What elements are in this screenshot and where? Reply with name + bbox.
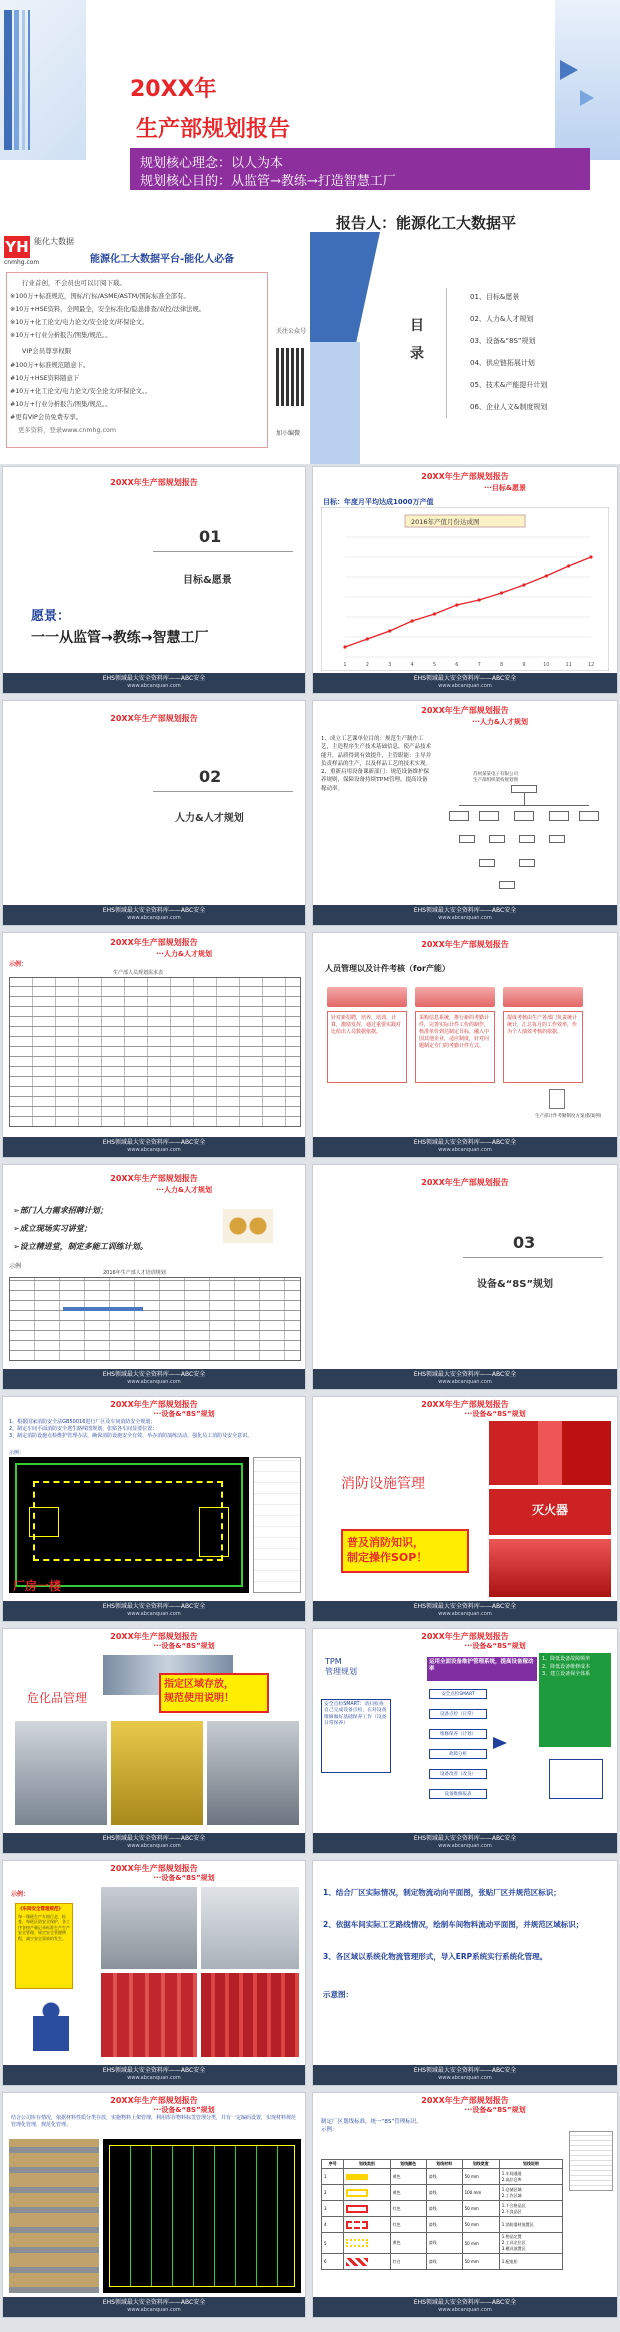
tpm-step-2: 设备点检（日常） — [429, 1709, 487, 1719]
table-row — [322, 2201, 563, 2217]
hr-table-title: 生产部人员规划需求表 — [113, 970, 164, 976]
cover-stripe-1 — [4, 10, 12, 150]
section-line — [153, 551, 293, 552]
cell-width: 100 mm — [462, 2185, 499, 2201]
chart-point — [343, 645, 346, 648]
safety-card — [15, 1903, 73, 1989]
cell-width: 50 mm — [462, 2233, 499, 2254]
line-std-doc — [569, 2131, 613, 2191]
example-label: 示例： — [9, 961, 28, 968]
tpm-left-box: 安全点检SMART：清扫检查自己完成设备点检，在对设备维修做好基础保养工作（设备日常保养） — [321, 1699, 391, 1773]
slide-head: 20XX年生产部规划报告 — [421, 940, 509, 949]
goal-line-chart — [321, 507, 609, 671]
cell-swatch — [344, 2217, 390, 2233]
section-number: 01 — [199, 527, 222, 546]
fire-photo-1 — [489, 1421, 611, 1485]
slide-footer: EHS领域最大安全资料库——ABC安全 www.abcanquan.com — [313, 1833, 617, 1853]
toc-deco-light — [310, 342, 360, 464]
cell-swatch — [344, 2169, 390, 2185]
follow-label: 关注公众号 — [276, 328, 307, 335]
example-label: 示例： — [11, 1891, 30, 1898]
slide-footer: EHS领域最大安全资料库——ABC安全 www.abcanquan.com — [313, 1369, 617, 1389]
scan-label: 加小编微 — [276, 430, 301, 437]
tpm-step-4: 故障分析 — [429, 1749, 487, 1759]
chart-point — [433, 612, 436, 615]
toc-item-2[interactable]: 02、人力&人才规划 — [470, 315, 534, 323]
chart-x-tick: 10 — [543, 662, 550, 668]
hazmat-photo-3 — [111, 1721, 203, 1825]
cover-concept: 规划核心理念：以人为本 — [140, 156, 284, 171]
slide-head: 20XX年生产部规划报告 — [110, 714, 198, 723]
section-name: 目标&愿景 — [183, 575, 232, 586]
col-width: 划线宽度 — [462, 2160, 499, 2169]
vision-text: 一一从监管→教练→智慧工厂 — [31, 630, 209, 646]
slide-footer: EHS领域最大安全资料库——ABC安全 www.abcanquan.com — [3, 905, 305, 925]
cover-right-deco — [555, 0, 620, 160]
slide-sub: ···人力&人才规划 — [155, 950, 213, 958]
slide-head: 20XX年生产部规划报告 — [110, 1864, 198, 1873]
example-label: 示例 — [9, 1263, 22, 1270]
slide-training — [2, 1164, 306, 1390]
chart-title: 2016年产值月份达成图 — [411, 518, 480, 526]
slide-org-chart — [312, 700, 618, 926]
slide-sub: ···设备&“8S”规划 — [464, 1410, 526, 1418]
slide-footer: EHS领域最大安全资料库——ABC安全 www.abcanquan.com — [313, 1137, 617, 1157]
promo-item-1: ※100万+标准规范，国标/行标/ASME/ASTM/国际标准全部有。 — [10, 293, 190, 300]
line-swatch-red-box — [346, 2205, 368, 2213]
cover-stripe-4 — [28, 10, 30, 150]
slide-head: 20XX年生产部规划报告 — [110, 1632, 198, 1641]
chart-x-tick: 4 — [410, 662, 414, 668]
slide-sub: ···设备&“8S”规划 — [153, 2106, 215, 2114]
table-row — [322, 2254, 563, 2270]
org-node-top — [511, 785, 537, 793]
chart-x-tick: 12 — [587, 662, 595, 668]
cell-desc: 1.物品定置 2.工具定位区 3.模具放置区 — [499, 2233, 562, 2254]
cell-width: 50 mm — [462, 2254, 499, 2270]
logo-url: cnmhg.com — [4, 259, 40, 266]
cell-material: 漆线 — [426, 2217, 462, 2233]
line-std-table — [321, 2159, 563, 2270]
chart-point — [545, 574, 548, 577]
tpm-side-box — [549, 1759, 603, 1799]
floor-plan — [9, 1457, 249, 1593]
goal-text: 目标：年度月平均达成1000万产值 — [323, 498, 434, 506]
cell-width: 50 mm — [462, 2217, 499, 2233]
tpm-banner-text: 运用全面设备维护管理系统，提高设备稼动率 — [429, 1659, 534, 1673]
slide-head: 20XX年生产部规划报告 — [421, 1400, 509, 1409]
safety-card-title: 《车间安全管理规范》 — [18, 1907, 63, 1912]
promo-vip-1: #100万+标准规范随意下。 — [10, 362, 90, 369]
logo-text: 能化大数据 — [34, 237, 74, 246]
slide-head: 20XX年生产部规划报告 — [110, 1400, 198, 1409]
org-node — [479, 811, 499, 821]
cover-reporter: 报告人：能源化工大数据平 — [336, 214, 517, 232]
cell-width: 50 mm — [462, 2169, 499, 2185]
toc-item-5[interactable]: 05、技术&产能提升计划 — [470, 381, 548, 389]
cell-color: 红色 — [390, 2217, 426, 2233]
chart-x-tick: 7 — [477, 662, 481, 668]
fire-photo-2 — [489, 1489, 611, 1535]
cover-slide — [0, 0, 620, 232]
cell-material: 漆线 — [426, 2185, 462, 2201]
slide-head: 20XX年生产部规划报告 — [110, 2096, 198, 2105]
qr-code — [276, 348, 306, 406]
chart-x-tick: 3 — [388, 662, 392, 668]
table-row — [322, 2233, 563, 2254]
org-node — [489, 835, 505, 843]
slide-footer: EHS领域最大安全资料库——ABC安全 www.abcanquan.com — [313, 905, 617, 925]
toc-divider — [446, 288, 447, 418]
cell-no: 4 — [322, 2217, 344, 2233]
hazmat-photo-2 — [15, 1721, 107, 1825]
piece-box-3-head — [503, 987, 583, 1007]
cell-color: 红色 — [390, 2201, 426, 2217]
section-name: 人力&人才规划 — [175, 813, 244, 824]
chart-point — [522, 583, 525, 586]
cell-no: 3 — [322, 2201, 344, 2217]
slide-fire-plan — [2, 1396, 306, 1622]
logistics-line-1: 1、结合厂区实际情况，制定物流动向平面图，张贴厂区并规范区标识； — [323, 1888, 561, 1897]
chart-point — [589, 555, 592, 558]
slide-tpm — [312, 1628, 618, 1854]
chart-x-tick: 6 — [455, 662, 459, 668]
example-label: 示例： — [321, 2127, 338, 2133]
tpm-arrow — [493, 1737, 507, 1749]
doc-label: 生产部计件考勤制度方案(假案例) — [535, 1114, 602, 1119]
cell-color: 黄色 — [390, 2169, 426, 2185]
org-line-v — [524, 793, 525, 805]
slide-footer: EHS领域最大安全资料库——ABC安全 www.abcanquan.com — [3, 1833, 305, 1853]
section-name: 设备&“8S”规划 — [477, 1279, 554, 1290]
doc-icon — [549, 1089, 565, 1109]
org-node — [514, 811, 534, 821]
slide-head: 20XX年生产部规划报告 — [110, 938, 198, 947]
tpm-step-3: 维修保养（计划） — [429, 1729, 487, 1739]
promo-vip-title: VIP会员尊享权限 — [22, 347, 72, 355]
promo-slide — [0, 232, 310, 464]
section-line — [153, 791, 293, 792]
slide-sub: ···人力&人才规划 — [155, 1186, 213, 1194]
vision-label: 愿景： — [31, 609, 71, 624]
piece-box-1: 针对新招聘，培养，培训，计算，激励发挥，通过重要实践对比给出人员数据依据。 — [327, 1011, 407, 1083]
tpm-step-6: 设备维修报表 — [429, 1789, 487, 1799]
cover-title: 生产部规划报告 — [136, 117, 291, 142]
safety-photo-4 — [201, 1973, 299, 2057]
cover-stripe-2 — [14, 10, 19, 150]
slide-sub: ···设备&“8S”规划 — [464, 2106, 526, 2114]
cell-no: 2 — [322, 2185, 344, 2201]
org-node — [479, 859, 495, 867]
slide-section-02 — [2, 700, 306, 926]
slide-section-03 — [312, 1164, 618, 1390]
floor-room — [199, 1507, 229, 1557]
slide-section-01 — [2, 466, 306, 694]
cover-year: 20XX年 — [130, 77, 217, 102]
hazmat-callout — [159, 1673, 269, 1713]
toc-item-4[interactable]: 04、供应链拓展计划 — [470, 359, 535, 367]
slide-footer: EHS领域最大安全资料库——ABC安全 www.abcanquan.com — [3, 2065, 305, 2085]
slide-sub: ···设备&“8S”规划 — [153, 1410, 215, 1418]
cell-material: 漆线 — [426, 2169, 462, 2185]
toc-label: 目 录 — [410, 318, 424, 362]
fire-callout — [341, 1529, 469, 1573]
slide-head: 20XX年生产部规划报告 — [421, 706, 509, 715]
piece-box-2-head — [415, 987, 495, 1007]
slide-footer: EHS领域最大安全资料库——ABC安全 www.abcanquan.com — [3, 1137, 305, 1157]
training-image — [223, 1209, 273, 1243]
table-row — [322, 2169, 563, 2185]
line-swatch-yellow-corner — [346, 2239, 368, 2247]
logo-box — [4, 236, 84, 266]
org-chart-box — [439, 785, 609, 895]
cell-swatch — [344, 2185, 390, 2201]
tpm-step-1: 安全点检SMART — [429, 1689, 487, 1699]
cell-color: 红白 — [390, 2254, 426, 2270]
floor-room — [29, 1507, 59, 1537]
slide-footer: EHS领域最大安全资料库——ABC安全 www.abcanquan.com — [313, 2065, 617, 2085]
promo-vip-5: #更有VIP会员免费专享。 — [10, 414, 82, 421]
chart-x-tick: 5 — [432, 662, 437, 668]
hazmat-photo-4 — [207, 1721, 299, 1825]
promo-item-2: ※10万+HSE资料，全网最全，安全标准化/隐患排查/双控/法律法规。 — [10, 306, 206, 313]
training-line-1: ➢部门人力需求招聘计划； — [13, 1206, 108, 1215]
line-std-text: 制定厂区划线标准，统一“8S”管理标识。 — [321, 2119, 422, 2125]
warehouse-text: 结合公司库存情况，依据材料性质分类存放，实施物料上架管理，利用库存物料标签管理分类，并有一定编码设置，实现材料规范管理化管理，规范化管理。 — [11, 2115, 297, 2128]
safety-photo-2 — [201, 1887, 299, 1969]
promo-item-3: ※10万+化工论文/电力论文/安全论文/环保论文。 — [10, 319, 149, 326]
fire-text: 1、根据国家消防安全法GB50016进行厂区及车间消防安全规划； 2、制定车间平面消防安全逃生路线图规划，张贴各车间显要位置； 3、制定消防设施点检维护管理办法，确保消防设施安全有效，举办消防演练活动，强化员工消防及安全意识。 — [9, 1419, 253, 1439]
chart-x-tick: 2 — [365, 662, 369, 668]
chart-point — [410, 619, 413, 622]
slide-footer: EHS领域最大安全资料库——ABC安全 www.abcanquan.com — [313, 673, 617, 693]
toc-slide — [310, 232, 620, 464]
tpm-step-5: 设备改善（改良） — [429, 1769, 487, 1779]
slide-head: 20XX年生产部规划报告 — [421, 472, 509, 481]
slide-fire-facility — [312, 1396, 618, 1622]
cell-material: 漆线 — [426, 2233, 462, 2254]
toc-item-6[interactable]: 06、企业人文&制度规划 — [470, 403, 548, 411]
cell-material: 漆线 — [426, 2254, 462, 2270]
chart-point — [388, 629, 391, 632]
worker-figure — [33, 2001, 69, 2051]
floor-route — [33, 1481, 223, 1561]
slide-head: 20XX年生产部规划报告 — [421, 1178, 509, 1187]
cell-desc: 1.仓储区域 2.工作区域 — [499, 2185, 562, 2201]
section-number: 03 — [513, 1233, 536, 1252]
table-row — [322, 2217, 563, 2233]
tpm-title: TPM 管理规划 — [325, 1657, 357, 1677]
toc-item-3[interactable]: 03、设备&“8S”规划 — [470, 337, 536, 345]
chart-x-tick: 8 — [499, 662, 504, 668]
hazmat-callout-text: 指定区域存放， 规范使用说明！ — [164, 1679, 234, 1704]
toc-item-1[interactable]: 01、目标&愿景 — [470, 293, 520, 301]
line-swatch-yellow-box — [346, 2189, 368, 2197]
cell-material: 漆线 — [426, 2201, 462, 2217]
org-text: 1、成立工艺课单位目的：规范生产制作工艺，主造程序生产技术基础信息，使产品技术能升，品质得到有效提升，主管职能：主导并负责样品的生产，以及样品工艺的技术实现。 2、重新启用设备课新部门：规范设备维护保养规则，保障设备持续TPM管理，提高设备稼动率。 — [321, 736, 432, 792]
slide-footer: EHS领域最大安全资料库——ABC安全 www.abcanquan.com — [3, 1601, 305, 1621]
cell-swatch — [344, 2254, 390, 2270]
warehouse-plan-grid — [109, 2145, 295, 2287]
slide-logistics — [312, 1860, 618, 2086]
cell-desc: 1.不合格品区 2.不良品区 — [499, 2201, 562, 2217]
tpm-right-box — [539, 1653, 611, 1747]
logistics-line-3: 3、各区域以系统化物流管理形式，导入ERP系统实行系统化管理。 — [323, 1952, 548, 1961]
org-node — [449, 811, 469, 821]
slide-sub: ···设备&“8S”规划 — [153, 1642, 215, 1650]
example-label: 示例： — [9, 1450, 25, 1456]
slide-footer: EHS领域最大安全资料库——ABC安全 www.abcanquan.com — [313, 2297, 617, 2317]
col-desc: 划线说明 — [499, 2160, 562, 2169]
slide-head: 20XX年生产部规划报告 — [110, 1174, 198, 1183]
table-row — [322, 2185, 563, 2201]
logistics-label: 示意图： — [323, 1990, 353, 1999]
slide-footer: EHS领域最大安全资料库——ABC安全 www.abcanquan.com — [313, 1601, 617, 1621]
chart-point — [567, 564, 570, 567]
slide-sub: ···设备&“8S”规划 — [464, 1642, 526, 1650]
cell-width: 50 mm — [462, 2201, 499, 2217]
cover-left-decoration — [0, 0, 86, 160]
promo-vip-2: #10万+HSE资料随意下 — [10, 375, 80, 382]
org-node — [549, 835, 565, 843]
slide-hr-table — [2, 932, 306, 1158]
cover-stripe-3 — [22, 10, 25, 150]
slide-goal-chart — [312, 466, 618, 694]
cell-no: 5 — [322, 2233, 344, 2254]
promo-item-4: ※10万+行业分析报告/图集/规范。。 — [10, 332, 112, 339]
cover-goal: 规划核心目的：从监管→教练→打造智慧工厂 — [140, 174, 396, 189]
fire-extinguisher-sign: 灭火器 — [531, 1503, 568, 1517]
promo-line1: 行业首创，不会员也可以订阅下载。 — [22, 279, 126, 287]
tpm-right-text: 1、降低设备故障频率 2、降低设备维修成本 3、建立设备保全体系 — [542, 1656, 591, 1677]
table-header-row — [322, 2160, 563, 2169]
training-table — [9, 1277, 301, 1361]
org-node — [549, 811, 569, 821]
floor-label: 厂房一楼 — [13, 1579, 62, 1593]
logistics-line-2: 2、依据车间实际工艺路线情况，绘制车间物料流动平面图，并规范区域标识； — [323, 1920, 584, 1929]
org-node — [519, 859, 535, 867]
cell-swatch — [344, 2201, 390, 2217]
warehouse-plan — [103, 2139, 301, 2293]
piece-box-2: 采购信息系统，推行新的考勤计件，完善实际计件工价的制作，核准单价到达制定目标，融入中国其他企业，适应制度，针对问题制定专门的考勤计件方式。 — [415, 1011, 495, 1083]
chart-point — [478, 598, 481, 601]
cell-no: 6 — [322, 2254, 344, 2270]
slide-head: 20XX年生产部规划报告 — [421, 1632, 509, 1641]
piece-box-3: 提成考核由生产各部门负责统计统计，汇总每月的工作效率，作为个人绩效考核的依据。 — [503, 1011, 583, 1083]
promo-title: 能源化工大数据平台-能化人必备 — [90, 254, 235, 265]
fire-photo-3 — [489, 1539, 611, 1597]
slide-line-standard — [312, 2092, 618, 2318]
org-node — [459, 835, 475, 843]
cell-desc: 1.消防器材放置区 — [499, 2217, 562, 2233]
chart-point — [500, 591, 503, 594]
cell-no: 1 — [322, 2169, 344, 2185]
org-node — [499, 881, 515, 889]
org-node — [579, 811, 599, 821]
col-color: 划线颜色 — [390, 2160, 426, 2169]
chart-x-tick: 11 — [565, 662, 572, 668]
piece-box-1-head — [327, 987, 407, 1007]
chart-point — [455, 603, 458, 606]
training-line-2: ➢成立现场实习讲堂； — [13, 1224, 92, 1233]
slide-head: 20XX年生产部规划报告 — [110, 478, 198, 487]
hazmat-title: 危化品管理 — [27, 1691, 88, 1705]
section-line — [463, 1257, 603, 1258]
hr-table — [9, 977, 301, 1127]
fire-title: 消防设施管理 — [341, 1476, 425, 1492]
line-swatch-red-white — [346, 2258, 368, 2266]
slide-sub: ···设备&“8S”规划 — [153, 1874, 215, 1882]
tpm-banner — [427, 1657, 537, 1681]
slide-head: 20XX年生产部规划报告 — [421, 2096, 509, 2105]
slide-footer: EHS领域最大安全资料库——ABC安全 www.abcanquan.com — [3, 1369, 305, 1389]
org-title: 苏州某某电子有限公司 生产部组织架构规划图 — [473, 772, 518, 783]
slide-piecework — [312, 932, 618, 1158]
logo-mark: YH — [5, 238, 29, 256]
slide-sub: ···目标&愿景 — [483, 484, 527, 492]
cell-color: 黄色 — [390, 2233, 426, 2254]
cell-color: 黄色 — [390, 2185, 426, 2201]
piecework-title: 人员管理以及计件考核（for产能） — [325, 964, 450, 973]
cell-desc: 1.车间通道 2.高位仓库 — [499, 2169, 562, 2185]
cell-swatch — [344, 2233, 390, 2254]
promo-vip-3: #10万+化工论文/电力论文/安全论文/环保论文。。 — [10, 388, 152, 395]
safety-photo-3 — [101, 1973, 197, 2057]
slide-hazmat — [2, 1628, 306, 1854]
col-material: 划线材料 — [426, 2160, 462, 2169]
training-bar — [63, 1307, 143, 1311]
fire-callout-text: 普及消防知识， 制定操作SOP！ — [347, 1536, 428, 1565]
chart-point — [366, 637, 369, 640]
chart-x-tick: 9 — [522, 662, 526, 668]
warehouse-photo — [9, 2139, 99, 2293]
cover-right-arrow-2 — [580, 90, 594, 106]
training-line-3: ➢设立精进堂，制定多能工训练计划。 — [13, 1242, 148, 1251]
safety-card-text: 每一课班生产车间行走，检查，每班区防安全保护，各工序各按产量记录标准生产生产安全管理，规定安全管理例程，减少安全事故的发生。 — [18, 1914, 70, 1941]
slide-sub: ···人力&人才规划 — [471, 718, 529, 726]
org-node — [519, 835, 535, 843]
slide-warehouse — [2, 2092, 306, 2318]
chart-bg — [321, 507, 609, 671]
line-swatch-red-dashed — [346, 2221, 368, 2229]
cover-right-arrow-1 — [560, 60, 578, 80]
floor-legend — [253, 1457, 301, 1593]
cell-desc: 1.配电柜 — [499, 2254, 562, 2270]
slide-safety-rules — [2, 1860, 306, 2086]
slide-footer: EHS领域最大安全资料库——ABC安全 www.abcanquan.com — [3, 673, 305, 693]
line-swatch-yellow — [346, 2174, 368, 2180]
slide-footer: EHS领域最大安全资料库——ABC安全 www.abcanquan.com — [3, 2297, 305, 2317]
section-number: 02 — [199, 767, 222, 786]
safety-photo-1 — [101, 1887, 197, 1969]
promo-vip-4: #10万+行业分析报告/图集/规范。。 — [10, 401, 112, 408]
col-type: 划线类别 — [344, 2160, 390, 2169]
org-line-h — [459, 805, 589, 806]
promo-more[interactable]: 更多资料，登录www.cnmhg.com — [18, 427, 116, 434]
training-table-title: 2016年生产部人才培训规划 — [103, 1270, 166, 1276]
col-no: 序号 — [322, 2160, 344, 2169]
chart-x-tick: 1 — [343, 662, 347, 668]
